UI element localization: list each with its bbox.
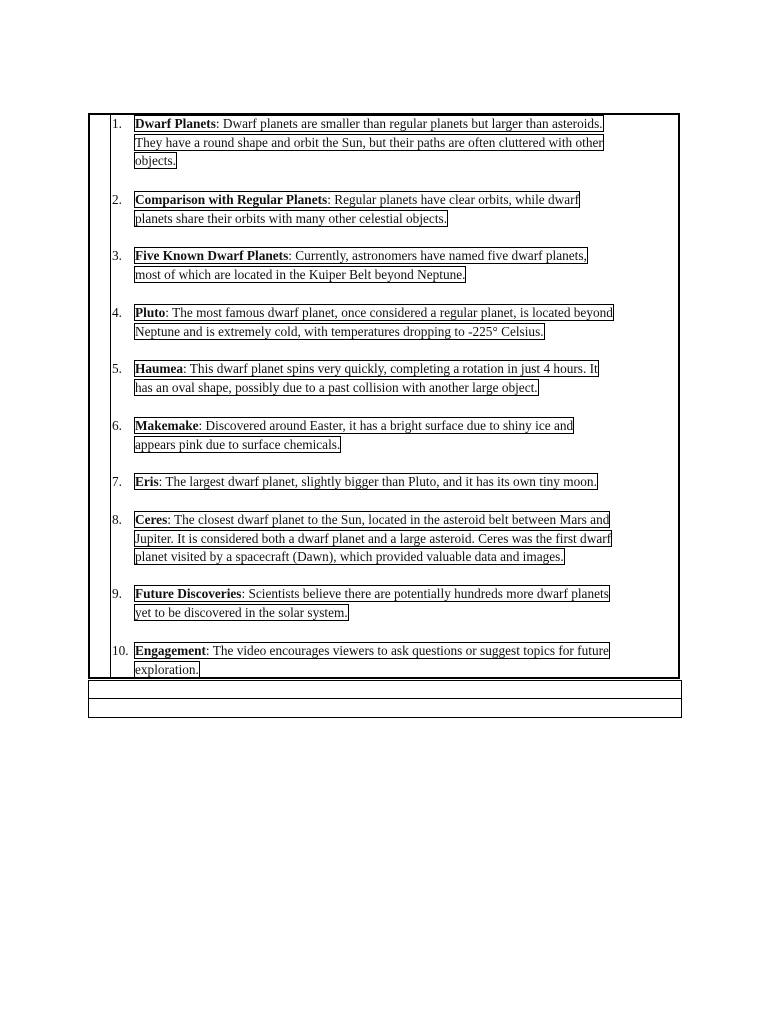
list-item-number: 9.: [112, 586, 122, 601]
list-item-line: [135, 436, 680, 455]
line-box: [135, 549, 564, 564]
line-box: [135, 153, 176, 168]
list-item-term: Dwarf Planets: [135, 116, 216, 131]
line-box: [135, 437, 340, 452]
list-item-line: [135, 304, 680, 323]
list-item-line-text: : Discovered around Easter, it has a bright surface due to shiny ice and: [198, 418, 574, 433]
list-item-term: Comparison with Regular Planets: [135, 192, 328, 207]
line-box: [135, 267, 465, 282]
list-item-text: [135, 511, 680, 567]
list-item-line: [135, 360, 680, 379]
list-item-text: [135, 191, 680, 228]
line-box: [135, 474, 597, 489]
list-item-line-text: exploration.: [135, 661, 199, 677]
list-item-line-text: They have a round shape and orbit the Sun, but their paths are often cluttered with other: [135, 134, 603, 150]
line-box: [135, 324, 544, 339]
table-row-empty: [88, 680, 682, 699]
line-box: [135, 192, 579, 207]
line-box: [135, 380, 538, 395]
list-item-line-text: : The closest dwarf planet to the Sun, located in the asteroid belt between Mars and: [167, 512, 610, 527]
list-item-number: 1.: [112, 116, 122, 131]
list-item-line: [135, 417, 680, 436]
list-item-line-text: : Scientists believe there are potentially hundreds more dwarf planets: [241, 586, 609, 601]
list-item-line: [135, 134, 680, 153]
list-item-number: 7.: [112, 474, 122, 489]
list-item-line-text: : Dwarf planets are smaller than regular planets but larger than asteroids.: [215, 116, 603, 131]
line-box: [135, 531, 611, 546]
list-item-line: [135, 661, 680, 680]
list-item-line: [135, 379, 680, 398]
list-item-line: [135, 210, 680, 229]
list-item-line-text: : The most famous dwarf planet, once considered a regular planet, is located beyond: [165, 305, 613, 320]
list-item-line: [135, 548, 680, 567]
list-item-term: Pluto: [135, 305, 166, 320]
list-item-line: [135, 152, 680, 171]
list-item-number: 5.: [112, 361, 122, 376]
list-item-term: Ceres: [135, 512, 168, 527]
list-item-line-text: Jupiter. It is considered both a dwarf planet and a large asteroid. Ceres was the first dwarf: [135, 530, 612, 546]
table-row-empty-2: [88, 699, 682, 718]
list-item-text: [135, 642, 680, 679]
line-box: [135, 248, 587, 263]
line-box: [135, 512, 609, 527]
list-item-term: Future Discoveries: [135, 586, 242, 601]
line-box: [135, 643, 609, 658]
list-item-line-text: planets share their orbits with many other celestial objects.: [135, 210, 448, 226]
list-item-line: [135, 642, 680, 661]
list-item-line-text: : Currently, astronomers have named five dwarf planets,: [288, 248, 587, 263]
line-box: [135, 305, 613, 320]
list-item-line-text: Neptune and is extremely cold, with temperatures dropping to -225° Celsius.: [135, 323, 544, 339]
line-box: [135, 586, 609, 601]
list-item-line-text: : Regular planets have clear orbits, while dwarf: [327, 192, 580, 207]
list-item-line: [135, 604, 680, 623]
list-item-line: [135, 530, 680, 549]
list-item-line: [135, 191, 680, 210]
list-item-number: 6.: [112, 418, 122, 433]
list-item-line: [135, 473, 680, 492]
list-item-text: [135, 473, 680, 492]
list-item-line-text: objects.: [135, 153, 176, 168]
list-item-term: Haumea: [135, 361, 184, 376]
list-item-line: [135, 323, 680, 342]
line-box: [135, 605, 348, 620]
list-item-line: [135, 115, 680, 134]
list-item-text: [135, 115, 680, 171]
list-item-line-text: : The largest dwarf planet, slightly bigger than Pluto, and it has its own tiny moon.: [158, 474, 597, 489]
list-item-line: [135, 266, 680, 285]
list-item-text: [135, 417, 680, 454]
line-box: [135, 211, 447, 226]
list-item-text: [135, 304, 680, 341]
list-item-line-text: appears pink due to surface chemicals.: [135, 436, 341, 452]
line-box: [135, 116, 603, 131]
list-item-line-text: yet to be discovered in the solar system.: [135, 604, 348, 620]
list-item-term: Eris: [135, 474, 159, 489]
list-item-text: [135, 247, 680, 284]
list-item-term: Five Known Dwarf Planets: [135, 248, 289, 263]
list-item-number: 4.: [112, 305, 122, 320]
line-box: [135, 662, 199, 677]
list-item-line-text: : This dwarf planet spins very quickly, completing a rotation in just 4 hours. It: [183, 361, 598, 376]
list-item-term: Engagement: [135, 643, 206, 658]
list-item-line-text: has an oval shape, possibly due to a past collision with another large object.: [135, 379, 538, 395]
list-item-number: 8.: [112, 512, 122, 527]
list-item-number: 2.: [112, 192, 122, 207]
list-item-line-text: most of which are located in the Kuiper Belt beyond Neptune.: [135, 266, 466, 282]
line-box: [135, 418, 573, 433]
line-box: [135, 135, 603, 150]
list-item-line-text: : The video encourages viewers to ask questions or suggest topics for future: [205, 643, 609, 658]
list-item-line: [135, 511, 680, 530]
table-inner-rule: [110, 115, 111, 677]
list-item-line-text: planet visited by a spacecraft (Dawn), which provided valuable data and images.: [135, 549, 564, 564]
list-item-term: Makemake: [135, 418, 199, 433]
line-box: [135, 361, 598, 376]
list-item-text: [135, 585, 680, 622]
list-item-number: 10.: [112, 643, 129, 658]
list-item-number: 3.: [112, 248, 122, 263]
list-item-line: [135, 585, 680, 604]
list-item-line: [135, 247, 680, 266]
list-item-text: [135, 360, 680, 397]
